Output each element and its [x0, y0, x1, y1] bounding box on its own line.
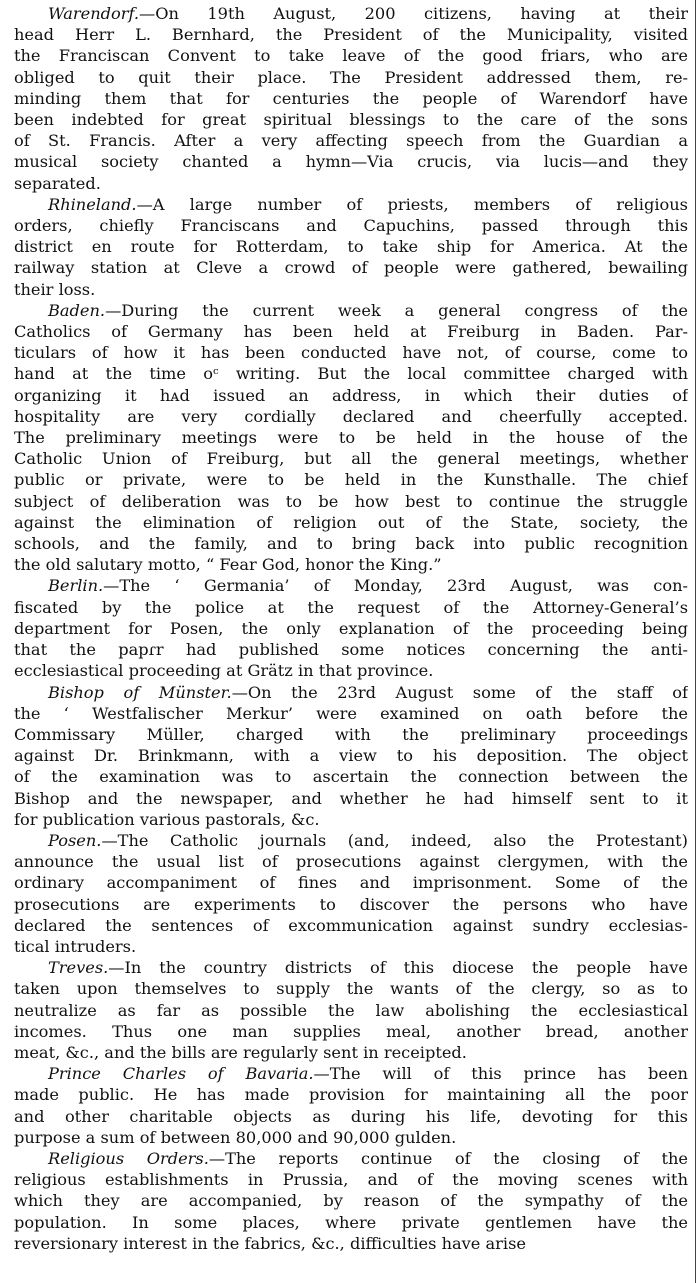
paragraph-lead: Posen. [48, 830, 102, 850]
line-text: purpose a sum of between 80,000 and 90,000 gulden. [14, 1127, 457, 1147]
line-text: ordinary accompaniment of fines and imprisonment. Some of the [14, 873, 688, 893]
paragraph [14, 957, 688, 1063]
text-line [14, 363, 688, 384]
column-rule [695, 0, 696, 1283]
text-line [14, 809, 688, 830]
line-text: hand at the time oᶜ writing. But the local committee charged with [14, 364, 688, 384]
text-line [14, 88, 688, 109]
line-text: The preliminary meetings were to be held in the house of the [14, 428, 688, 448]
text-line [14, 3, 688, 24]
text-line [14, 236, 688, 257]
text-line [14, 321, 688, 342]
text-line [14, 300, 688, 321]
paragraph [14, 1148, 688, 1254]
text-line [14, 427, 688, 448]
line-text: of the examination was to ascertain the connection between the [14, 767, 688, 787]
line-text: reversionary interest in the fabrics, &c., difficulties have arise [14, 1233, 526, 1253]
line-text: the ‘ Westfalischer Merkur’ were examined on oath before the [14, 703, 688, 723]
line-text: —In the country districts of this diocese the people have [108, 958, 688, 978]
line-text: which they are accompanied, by reason of the sympathy of the [14, 1191, 688, 1211]
text-line [14, 978, 688, 999]
text-line [14, 957, 688, 978]
line-text: been indebted for great spiritual blessings to the care of the sons [14, 110, 688, 130]
article-text [14, 3, 688, 1254]
paragraph-lead: Warendorf. [48, 4, 140, 23]
line-text: —The reports continue of the closing of the [208, 1148, 688, 1168]
text-line [14, 533, 688, 554]
line-text: population. In some places, where private gentlemen have the [14, 1212, 688, 1232]
text-line [14, 173, 688, 194]
paragraph [14, 575, 688, 681]
line-text: separated. [14, 173, 101, 193]
text-line [14, 788, 688, 809]
line-text: public or private, were to be held in the Kunsthalle. The chief [14, 470, 688, 490]
line-text: prosecutions are experiments to discover the persons who have [14, 894, 688, 914]
line-text: department for Posen, the only explanation of the proceeding being [14, 618, 688, 638]
line-text: Catholic Union of Freiburg, but all the general meetings, whether [14, 449, 688, 469]
text-line [14, 703, 688, 724]
line-text: —The Catholic journals (and, indeed, also the Protestant) [101, 830, 688, 850]
line-text: that the papɾr had published some notices concerning the anti- [14, 640, 688, 660]
text-line [14, 109, 688, 130]
line-text: subject of deliberation was to be how best to continue the struggle [14, 491, 688, 511]
text-line [14, 682, 688, 703]
paragraph-lead: Religious Orders. [48, 1148, 209, 1168]
text-line [14, 851, 688, 872]
line-text: head Herr L. Bernhard, the President of the Municipality, visited [14, 25, 688, 45]
line-text: obliged to quit their place. The President addressed them, re- [14, 67, 688, 87]
line-text: taken upon themselves to supply the wants of the clergy, so as to [14, 979, 688, 999]
text-line [14, 660, 688, 681]
text-line [14, 130, 688, 151]
line-text: against Dr. Brinkmann, with a view to his deposition. The object [14, 746, 688, 766]
text-line [14, 1063, 688, 1084]
line-text: of St. Francis. After a very affecting speech from the Guardian a [14, 131, 688, 151]
text-line [14, 215, 688, 236]
line-text: minding them that for centuries the people of Warendorf have [14, 88, 688, 108]
paragraph-lead: Bishop of Münster. [48, 682, 232, 702]
text-line [14, 597, 688, 618]
line-text: —A large number of priests, members of religious [136, 194, 688, 214]
text-line [14, 618, 688, 639]
text-line [14, 872, 688, 893]
line-text: hospitality are very cordially declared and cheerfully accepted. [14, 406, 688, 426]
line-text: announce the usual list of prosecutions against clergymen, with the [14, 852, 688, 872]
line-text: —During the current week a general congress of the [105, 300, 688, 320]
text-line [14, 1148, 688, 1169]
paragraph [14, 830, 688, 957]
line-text: Commissary Müller, charged with the preliminary proceedings [14, 724, 688, 744]
paragraph [14, 1063, 688, 1148]
text-line [14, 1042, 688, 1063]
text-line [14, 766, 688, 787]
text-line [14, 894, 688, 915]
line-text: orders, chiefly Franciscans and Capuchins, passed through this [14, 216, 688, 236]
line-text: the old salutary motto, “ Fear God, honor the King.” [14, 555, 442, 575]
line-text: meat, &c., and the bills are regularly sent in receipted. [14, 1042, 467, 1062]
paragraph-lead: Rhineland. [48, 194, 137, 214]
line-text: the Franciscan Convent to take leave of the good friars, who are [14, 46, 688, 66]
text-line [14, 45, 688, 66]
text-line [14, 1021, 688, 1042]
text-line [14, 1190, 688, 1211]
text-line [14, 1169, 688, 1190]
line-text: railway station at Cleve a crowd of people were gathered, bewailing [14, 258, 688, 278]
line-text: district en route for Rotterdam, to take ship for America. At the [14, 237, 688, 257]
line-text: for publication various pastorals, &c. [14, 809, 320, 829]
paragraph-lead: Berlin. [48, 576, 104, 596]
paragraph [14, 300, 688, 576]
text-line [14, 1127, 688, 1148]
text-line [14, 1233, 688, 1254]
line-text: —The will of this prince has been [313, 1064, 688, 1084]
line-text: neutralize as far as possible the law abolishing the ecclesiastical [14, 1000, 688, 1020]
text-line [14, 575, 688, 596]
line-text: —On the 23rd August some of the staff of [231, 682, 688, 702]
text-line [14, 1084, 688, 1105]
line-text: Catholics of Germany has been held at Freiburg in Baden. Par- [14, 322, 688, 342]
line-text: —The ‘ Germania’ of Monday, 23rd August, was con- [103, 576, 688, 596]
text-line [14, 469, 688, 490]
text-line [14, 1106, 688, 1127]
line-text: ecclesiastical proceeding at Grätz in that province. [14, 661, 434, 681]
text-line [14, 724, 688, 745]
text-line [14, 554, 688, 575]
line-text: ticulars of how it has been conducted have not, of course, come to [14, 343, 688, 363]
line-text: incomes. Thus one man supplies meal, another bread, another [14, 1021, 688, 1041]
line-text: tical intruders. [14, 936, 137, 956]
line-text: religious establishments in Prussia, and of the moving scenes with [14, 1170, 688, 1190]
line-text: fiscated by the police at the request of the Attorney-General’s [14, 597, 688, 617]
text-line [14, 257, 688, 278]
paragraph [14, 3, 688, 194]
line-text: declared the sentences of excommunication against sundry ecclesias- [14, 915, 688, 935]
text-line [14, 639, 688, 660]
text-line [14, 342, 688, 363]
text-line [14, 915, 688, 936]
paragraph [14, 682, 688, 830]
paragraph [14, 194, 688, 300]
text-line [14, 1000, 688, 1021]
text-line [14, 830, 688, 851]
line-text: organizing it hᴀd issued an address, in which their duties of [14, 385, 688, 405]
text-line [14, 385, 688, 406]
line-text: and other charitable objects as during his life, devoting for this [14, 1106, 688, 1126]
text-line [14, 1212, 688, 1233]
text-line [14, 24, 688, 45]
line-text: schools, and the family, and to bring back into public recognition [14, 534, 688, 554]
text-line [14, 406, 688, 427]
text-line [14, 745, 688, 766]
text-line [14, 448, 688, 469]
line-text: —On 19th August, 200 citizens, having at their [139, 4, 688, 23]
line-text: their loss. [14, 279, 96, 299]
text-line [14, 279, 688, 300]
paragraph-lead: Baden. [48, 300, 106, 320]
text-line [14, 151, 688, 172]
line-text: Bishop and the newspaper, and whether he had himself sent to it [14, 788, 688, 808]
text-line [14, 512, 688, 533]
paragraph-lead: Prince Charles of Bavaria. [48, 1064, 314, 1084]
text-line [14, 491, 688, 512]
paragraph-lead: Treves. [48, 958, 109, 978]
line-text: against the elimination of religion out of the State, society, the [14, 512, 688, 532]
text-line [14, 67, 688, 88]
line-text: made public. He has made provision for maintaining all the poor [14, 1085, 688, 1105]
text-line [14, 936, 688, 957]
line-text: musical society chanted a hymn—Via crucis, via lucis—and they [14, 152, 688, 172]
text-line [14, 194, 688, 215]
